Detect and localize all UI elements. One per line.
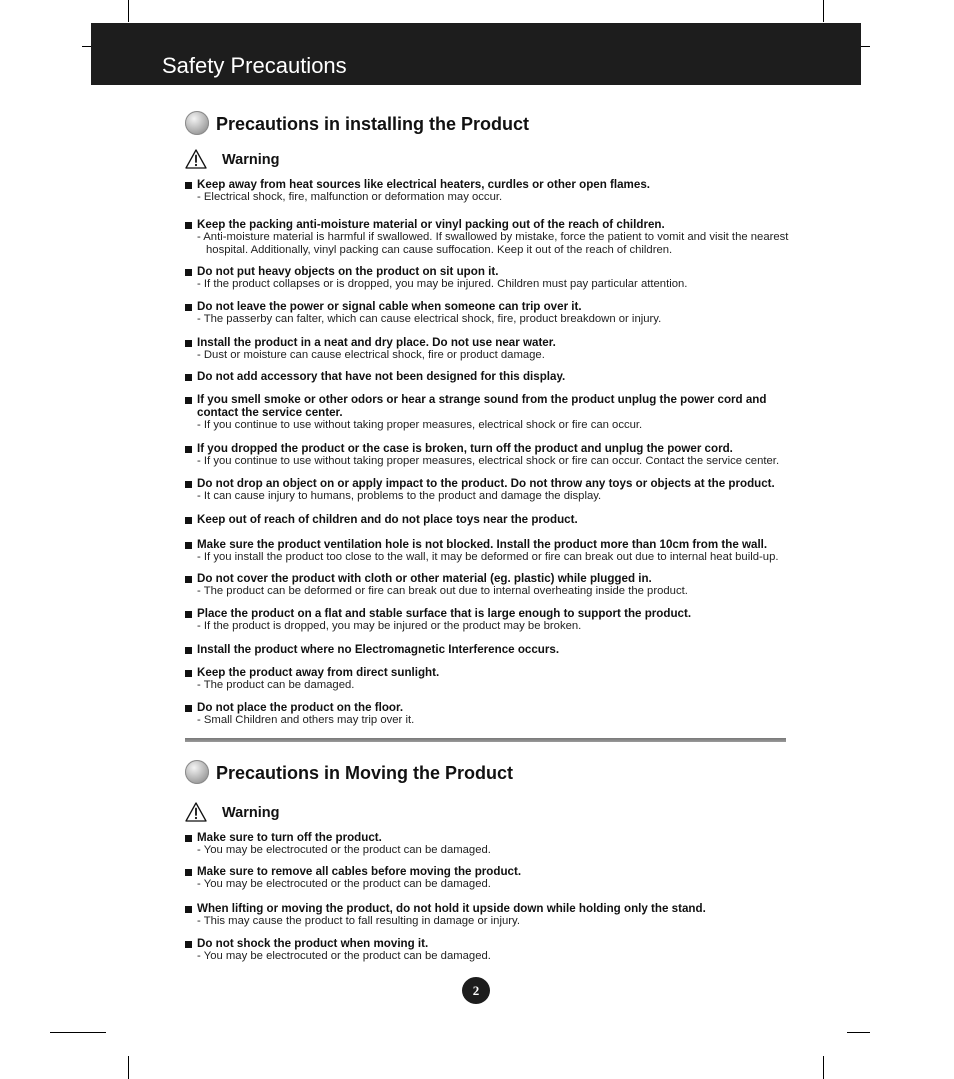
section-bullet-icon (185, 760, 209, 784)
crop-mark (847, 1032, 870, 1033)
square-bullet-icon (185, 869, 192, 876)
item-description: - You may be electrocuted or the product can be damaged. (197, 878, 491, 890)
item-title: Do not add accessory that have not been designed for this display. (197, 370, 566, 383)
item-description: - The product can be deformed or fire can break out due to internal overheating inside the product. (197, 585, 688, 597)
square-bullet-icon (185, 397, 192, 404)
section-title: Precautions in installing the Product (216, 114, 530, 134)
list-item (185, 831, 790, 857)
list-item (185, 218, 790, 257)
item-title: Do not shock the product when moving it. (197, 937, 429, 950)
square-bullet-icon (185, 222, 192, 229)
item-description: - It can cause injury to humans, problems to the product and damage the display. (197, 490, 602, 502)
item-title: Make sure to turn off the product. (197, 831, 382, 844)
item-title: Do not put heavy objects on the product on sit upon it. (197, 265, 499, 278)
item-title: If you smell smoke or other odors or hear a strange sound from the product unplug the power cord and contact the service center. (197, 393, 767, 419)
list-item (185, 572, 790, 598)
square-bullet-icon (185, 576, 192, 583)
square-bullet-icon (185, 941, 192, 948)
section-title: Precautions in Moving the Product (216, 763, 514, 783)
warning-label: Warning (222, 805, 280, 821)
item-description: - Dust or moisture can cause electrical shock, fire or product damage. (197, 349, 545, 361)
crop-mark (823, 1056, 824, 1079)
item-title: Keep away from heat sources like electrical heaters, curdles or other open flames. (197, 178, 650, 191)
list-item (185, 265, 790, 291)
item-description: - Electrical shock, fire, malfunction or deformation may occur. (197, 191, 503, 203)
crop-mark (50, 1032, 106, 1033)
square-bullet-icon (185, 517, 192, 524)
warning-label: Warning (222, 152, 280, 168)
square-bullet-icon (185, 542, 192, 549)
page-title: Safety Precautions (162, 53, 347, 78)
crop-mark (82, 46, 91, 47)
list-item (185, 370, 790, 383)
list-item (185, 607, 790, 633)
warning-triangle-icon (185, 802, 207, 822)
item-description: - If you install the product too close to the wall, it may be deformed or fire can break out due to internal heat build-up. (197, 551, 779, 563)
list-item (185, 336, 790, 362)
list-item (185, 442, 790, 468)
crop-mark (861, 46, 870, 47)
list-item (185, 666, 790, 692)
item-title: Do not drop an object on or apply impact to the product. Do not throw any toys or objects at the product. (197, 477, 775, 490)
square-bullet-icon (185, 340, 192, 347)
list-item (185, 178, 790, 204)
item-title: Install the product where no Electromagnetic Interference occurs. (197, 643, 560, 656)
square-bullet-icon (185, 647, 192, 654)
square-bullet-icon (185, 304, 192, 311)
list-item (185, 643, 790, 656)
item-title: Place the product on a flat and stable surface that is large enough to support the product. (197, 607, 692, 620)
crop-mark (128, 1056, 129, 1079)
square-bullet-icon (185, 670, 192, 677)
square-bullet-icon (185, 374, 192, 381)
item-description: - Anti-moisture material is harmful if swallowed. If swallowed by mistake, force the patient to vomit and visit the nearest hospital. Additionally, vinyl packing can cause suffocation. Keep it out of the reach of children. (197, 231, 789, 256)
item-title: Keep the product away from direct sunlight. (197, 666, 440, 679)
crop-mark (128, 0, 129, 22)
warning-triangle-icon (185, 149, 207, 169)
item-description: - You may be electrocuted or the product can be damaged. (197, 950, 491, 962)
item-description: - If the product is dropped, you may be injured or the product may be broken. (197, 620, 582, 632)
item-description: - If you continue to use without taking proper measures, electrical shock or fire can occur. Contact the service center. (197, 455, 780, 467)
page-number: 2 (462, 977, 490, 1004)
list-item (185, 902, 790, 928)
list-item (185, 393, 790, 432)
item-description: - If you continue to use without taking proper measures, electrical shock or fire can occur. (197, 419, 643, 431)
square-bullet-icon (185, 835, 192, 842)
item-title: Do not cover the product with cloth or other material (eg. plastic) while plugged in. (197, 572, 652, 585)
section-bullet-icon (185, 111, 209, 135)
crop-mark (823, 0, 824, 22)
square-bullet-icon (185, 446, 192, 453)
item-description: - You may be electrocuted or the product can be damaged. (197, 844, 491, 856)
item-description: - The passerby can falter, which can cause electrical shock, fire, product breakdown or injury. (197, 313, 662, 325)
list-item (185, 477, 790, 503)
page-header (91, 23, 861, 85)
square-bullet-icon (185, 182, 192, 189)
list-item (185, 300, 790, 326)
item-description: - If the product collapses or is dropped, you may be injured. Children must pay particular attention. (197, 278, 688, 290)
item-description: - The product can be damaged. (197, 679, 355, 691)
item-title: Install the product in a neat and dry place. Do not use near water. (197, 336, 556, 349)
list-item (185, 865, 790, 891)
square-bullet-icon (185, 269, 192, 276)
list-item (185, 937, 790, 963)
item-title: Do not place the product on the floor. (197, 701, 404, 714)
square-bullet-icon (185, 481, 192, 488)
item-title: Make sure to remove all cables before moving the product. (197, 865, 522, 878)
item-title: Do not leave the power or signal cable when someone can trip over it. (197, 300, 582, 313)
list-item (185, 701, 790, 727)
item-title: Make sure the product ventilation hole is not blocked. Install the product more than 10cm from the wall. (197, 538, 768, 551)
item-title: If you dropped the product or the case is broken, turn off the product and unplug the power cord. (197, 442, 733, 455)
item-title: Keep the packing anti-moisture material or vinyl packing out of the reach of children. (197, 218, 665, 231)
square-bullet-icon (185, 611, 192, 618)
list-item (185, 513, 790, 526)
square-bullet-icon (185, 705, 192, 712)
item-title: Keep out of reach of children and do not place toys near the product. (197, 513, 578, 526)
item-description: - This may cause the product to fall resulting in damage or injury. (197, 915, 520, 927)
section-divider (185, 738, 786, 742)
square-bullet-icon (185, 906, 192, 913)
item-title: When lifting or moving the product, do not hold it upside down while holding only the stand. (197, 902, 706, 915)
list-item (185, 538, 790, 564)
item-description: - Small Children and others may trip over it. (197, 714, 415, 726)
